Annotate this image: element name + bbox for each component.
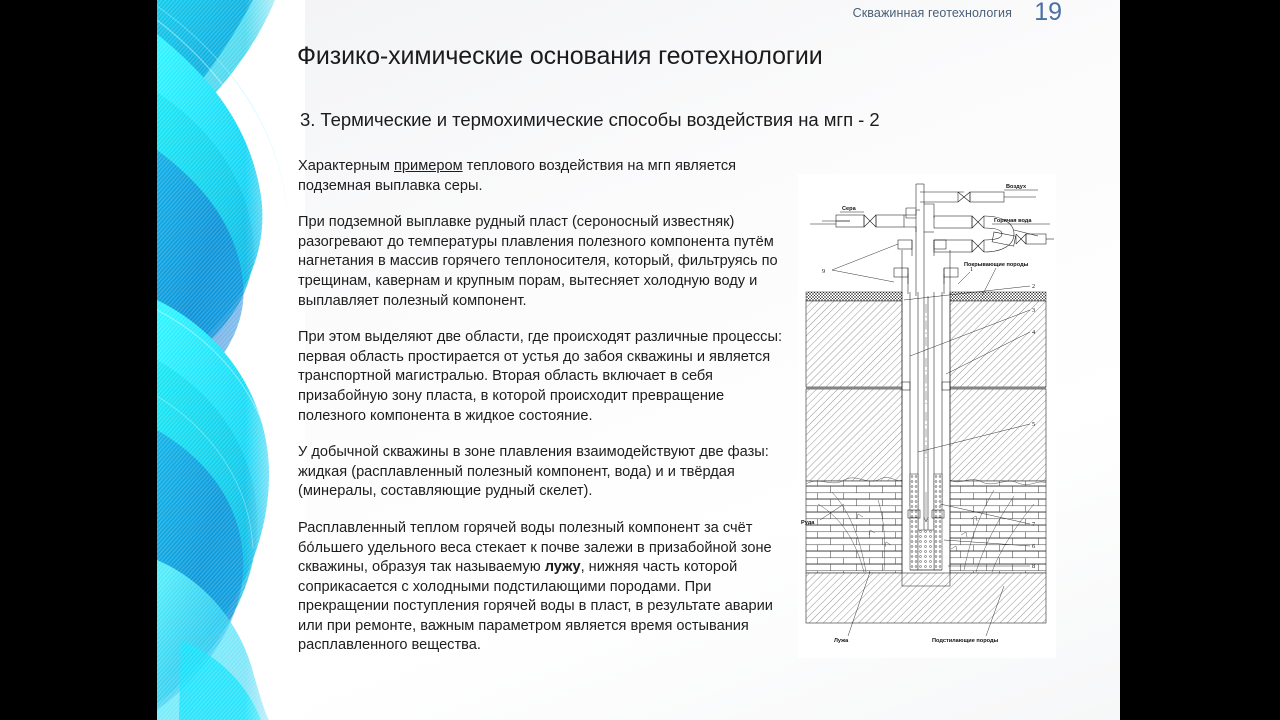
paragraph-2: При подземной выплавке рудный пласт (сероносный известняк) разогревают до температуры плавления полезного компонента путём нагнетания в массив горячего теплоносителя, который, фильтруясь по трещинам, кавернам и крупным порам, вытесняет холодную воду и выплавляет полезный компонент. [298, 214, 778, 309]
page-subtitle: 3. Термические и термохимические способы воздействия на мгп - 2 [300, 109, 880, 130]
paragraph-1-part-a: Характерным [298, 158, 395, 174]
body-text-column [298, 157, 790, 656]
callout-7-label: 7 [1032, 521, 1036, 528]
callout-3-label: 3 [1032, 307, 1036, 314]
paragraph-5-part-c: , нижняя часть которой соприкасается с холодными подстилающими породами. При прекращении поступления горячей воды в пласт, в результате аварии или при ремонте, важным параметром является время остывания расплавленного вещества. [298, 559, 773, 654]
course-title: Скважинная геотехнология [852, 6, 1012, 20]
decorative-wave-graphic [157, 0, 305, 720]
callout-1-label: 1 [970, 266, 974, 273]
paragraph-1-underlined: примером [394, 158, 463, 174]
paragraph-5-part-a: Расплавленный теплом горячей воды полезный компонент за счёт бо́льшего удельного веса стекает к почве залежи в призабойной зоне скважины, образуя так называемую [298, 519, 772, 576]
paragraph-3: При этом выделяют две области, где происходят различные процессы: первая область простирается от устья до забоя скважины и является транспортной магистралью. Вторая область включает в себя призабойную зону пласта, в которой происходит превращение полезного компонента в жидкое состояние. [298, 329, 782, 424]
paragraph-5 [298, 519, 790, 656]
page-title: Физико-химические основания геотехнологии [297, 42, 823, 70]
callout-9-label: 9 [822, 268, 826, 275]
svg-text:Руда: Руда [801, 520, 815, 526]
svg-text:Воздух: Воздух [1006, 184, 1027, 190]
slide-header [157, 0, 1120, 30]
paragraph-1 [298, 157, 790, 196]
svg-text:Лужа: Лужа [834, 638, 849, 644]
svg-text:Покрывающие породы: Покрывающие породы [964, 262, 1029, 268]
paragraph-1-part-b: теплового воздействия на мгп является подземная выплавка серы. [298, 158, 737, 194]
svg-text:Горячая вода: Горячая вода [994, 218, 1032, 224]
svg-text:Подстилающие породы: Подстилающие породы [932, 638, 999, 644]
callout-5-label: 5 [1032, 421, 1036, 428]
paragraph-4: У добычной скважины в зоне плавления взаимодействуют две фазы: жидкая (расплавленный полезный компонент, вода) и и твёрдая (минералы, составляющие рудный скелет). [298, 444, 769, 500]
paragraph-5-bold-term: лужу [544, 559, 581, 576]
callout-6-label: 6 [1032, 543, 1036, 550]
callout-4-label: 4 [1032, 329, 1036, 336]
svg-text:Сера: Сера [842, 206, 856, 212]
presentation-slide [157, 0, 1120, 720]
slide-number: 19 [1034, 0, 1062, 26]
letterbox-left [0, 0, 157, 720]
callout-2-label: 2 [1032, 283, 1036, 290]
letterbox-right [1120, 0, 1280, 720]
callout-8-label: 8 [1032, 563, 1036, 570]
sulfur-well-diagram [798, 174, 1056, 658]
